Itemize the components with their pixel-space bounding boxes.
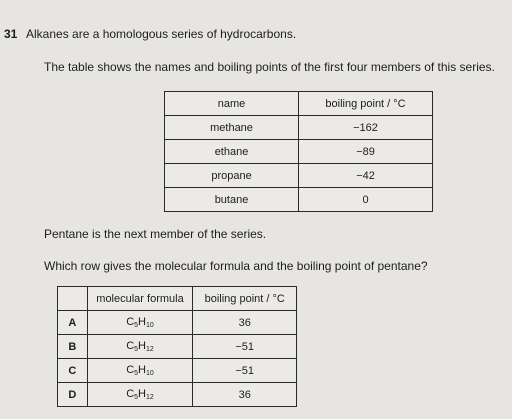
option-label[interactable]: A <box>58 311 88 335</box>
table-row <box>165 164 433 188</box>
option-row-c[interactable] <box>58 359 297 383</box>
boiling-point-value: 0 <box>299 188 433 212</box>
table-intro: The table shows the names and boiling points of the first four members of this series. <box>44 60 495 74</box>
answer-options-table <box>57 286 297 407</box>
header-name: name <box>165 92 299 116</box>
molecular-formula: $C_5H_{12}$ <box>87 335 193 359</box>
boiling-point-value: −51 <box>193 335 297 359</box>
option-label[interactable]: B <box>58 335 88 359</box>
alkane-name: ethane <box>165 140 299 164</box>
alkane-boiling-points-table <box>164 91 433 212</box>
table-header-row <box>165 92 433 116</box>
option-row-a[interactable] <box>58 311 297 335</box>
header-boiling-point: boiling point / °C <box>299 92 433 116</box>
option-label[interactable]: C <box>58 359 88 383</box>
alkane-name: butane <box>165 188 299 212</box>
boiling-point-value: 36 <box>193 383 297 407</box>
question-intro: Alkanes are a homologous series of hydrocarbons. <box>26 27 297 41</box>
molecular-formula: $C_5H_{12}$ <box>87 383 193 407</box>
boiling-point-value: −162 <box>299 116 433 140</box>
option-row-b[interactable] <box>58 335 297 359</box>
question-number: 31 <box>4 27 18 41</box>
molecular-formula: $C_5H_{10}$ <box>87 359 193 383</box>
alkane-name: methane <box>165 116 299 140</box>
option-row-d[interactable] <box>58 383 297 407</box>
boiling-point-value: −51 <box>193 359 297 383</box>
boiling-point-value: −42 <box>299 164 433 188</box>
option-label[interactable]: D <box>58 383 88 407</box>
boiling-point-value: 36 <box>193 311 297 335</box>
table-row <box>165 188 433 212</box>
pentane-statement: Pentane is the next member of the series. <box>44 227 267 241</box>
table-row <box>165 116 433 140</box>
molecular-formula: $C_5H_{10}$ <box>87 311 193 335</box>
question-prompt: Which row gives the molecular formula and the boiling point of pentane? <box>44 259 428 273</box>
header-boiling-point: boiling point / °C <box>193 287 297 311</box>
header-molecular-formula: molecular formula <box>87 287 193 311</box>
table-header-row <box>58 287 297 311</box>
alkane-name: propane <box>165 164 299 188</box>
table-row <box>165 140 433 164</box>
header-blank <box>58 287 88 311</box>
boiling-point-value: −89 <box>299 140 433 164</box>
